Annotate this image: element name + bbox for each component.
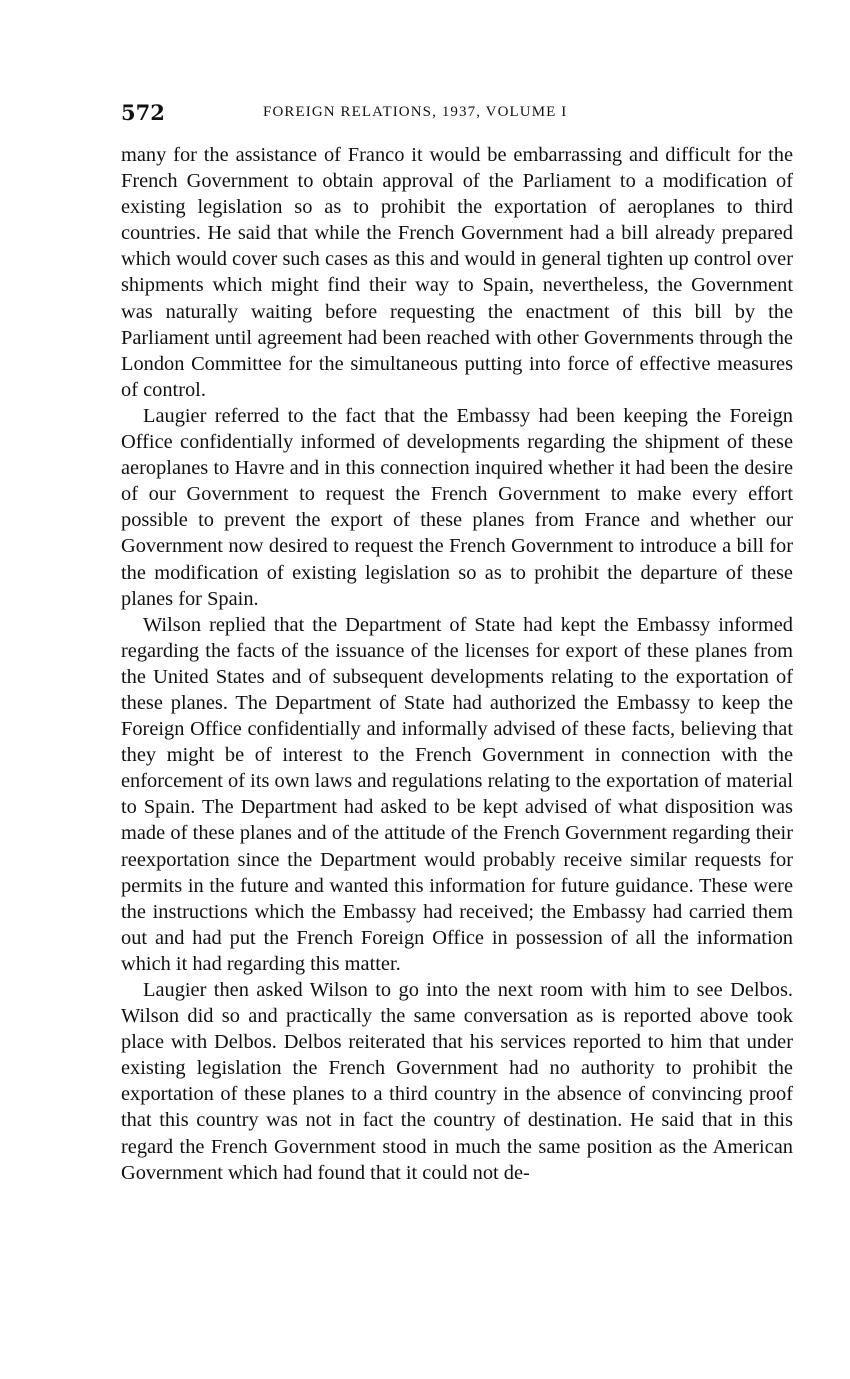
paragraph: Laugier referred to the fact that the Embassy had been keeping the Foreign Office confidentially informed of developments regarding the shipment of these aeroplanes to Havre and in this connection inquired whether it had been the desire of our Government to request the French Government to make every effort possible to prevent the export of these planes from France and whether our Government now desired to request the French Government to introduce a bill for the modification of existing legislation so as to prohibit the departure of these planes for Spain. (121, 404, 793, 610)
page-number: 572 (121, 100, 165, 125)
paragraph: Wilson replied that the Department of State had kept the Embassy informed regarding the facts of the issuance of the licenses for export of these planes from the United States and of subsequent developments relating to the exportation of these planes. The Department of State had authorized the Embassy to keep the Foreign Office confidentially and informally advised of these facts, believing that they might be of interest to the French Government in connection with the enforcement of its own laws and regulations relating to the exportation of material to Spain. The Department had asked to be kept advised of what disposition was made of these planes and of the attitude of the French Government regarding their reexportation since the Department would probably receive similar requests for permits in the future and wanted this information for future guidance. These were the instructions which the Embassy had received; the Embassy had carried them out and had put the French Foreign Office in possession of all the information which it had regarding this matter. (121, 613, 793, 975)
paragraph: Laugier then asked Wilson to go into the next room with him to see Delbos. Wilson did so and practically the same conversation as is reported above took place with Delbos. Delbos reiterated that his services reported to him that under existing legislation the French Government had no authority to prohibit the exportation of these planes to a third country in the absence of convincing proof that this country was not in fact the country of destination. He said that in this regard the French Government stood in much the same position as the American Government which had found that it could not de- (121, 979, 793, 1184)
paragraph-continued: many for the assistance of Franco it would be embarrassing and difficult for the French Government to obtain approval of the Parliament to a modification of existing legislation so as to prohibit the exportation of aeroplanes to third countries. He said that while the French Government had a bill already prepared which would cover such cases as this and would in general tighten up control over shipments which might find their way to Spain, nevertheless, the Government was naturally waiting before requesting the enactment of this bill by the Parliament until agreement had been reached with other Governments through the London Committee for the simultaneous putting into force of effective measures of control. (121, 144, 793, 401)
body-text (121, 142, 793, 1186)
running-title: FOREIGN RELATIONS, 1937, VOLUME I (263, 104, 568, 120)
page-header (121, 100, 793, 130)
